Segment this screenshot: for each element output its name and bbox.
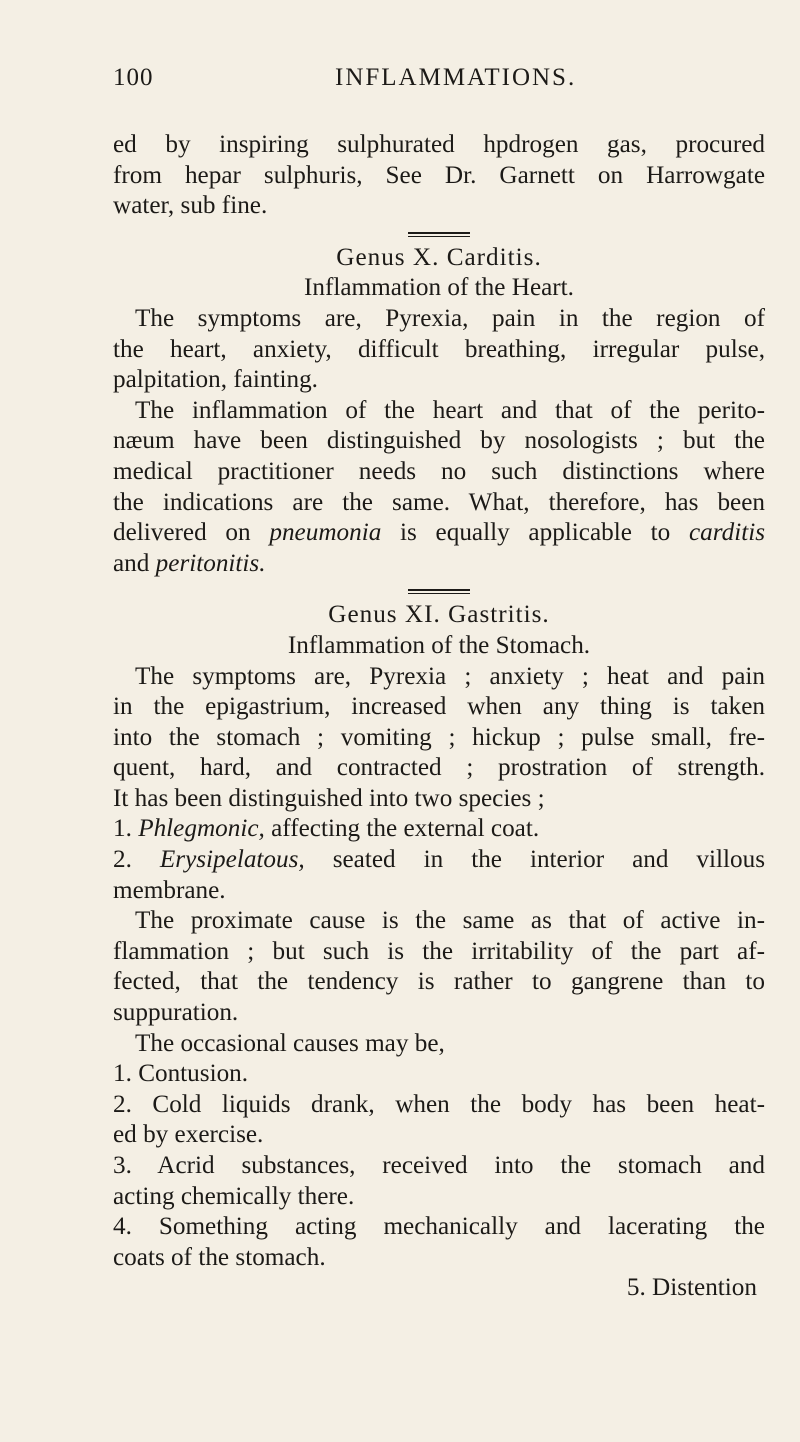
section-divider (408, 589, 470, 594)
genus-heading-carditis: Genus X. Carditis. (336, 243, 542, 271)
text-line: flammation ; but such is the irritability of the part af- (113, 937, 765, 965)
term-erysipelatous: Erysipelatous, (159, 846, 305, 874)
text-line: The symptoms are, Pyrexia, pain in the region of (135, 304, 765, 332)
text-run: and (113, 549, 156, 577)
text-line: It has been distinguished into two species ; (113, 784, 545, 812)
text-line: ed by exercise. (113, 1121, 264, 1149)
text-run: 1. (113, 815, 139, 843)
text-line: The inflammation of the heart and that of the perito- (135, 396, 765, 424)
text-line: the indications are the same. What, therefore, has been (113, 488, 765, 516)
text-line: coats of the stomach. (113, 1243, 326, 1271)
text-line: from hepar sulphuris, See Dr. Garnett on Harrowgate (113, 161, 765, 189)
genus-heading-gastritis: Genus XI. Gastritis. (328, 601, 550, 629)
text-line (113, 518, 765, 549)
text-run: affecting the external coat. (264, 815, 540, 843)
text-line: The proximate cause is the same as that of active in- (135, 907, 765, 935)
text-line: The occasional causes may be, (135, 1029, 445, 1057)
text-line: water, sub fine. (113, 192, 268, 220)
text-line: in the epigastrium, increased when any thing is taken (113, 693, 765, 721)
text-line: palpitation, fainting. (113, 366, 318, 394)
text-line: 3. Acrid substances, received into the stomach and (113, 1152, 765, 1179)
text-run: delivered on (113, 519, 270, 547)
text-line: næum have been distinguished by nosologists ; but the (113, 427, 765, 455)
text-line: fected, that the tendency is rather to gangrene than to (113, 968, 765, 996)
running-title: INFLAMMATIONS. (335, 64, 577, 91)
text-line: acting chemically there. (113, 1182, 355, 1210)
genus-subheading-carditis: Inflammation of the Heart. (304, 274, 574, 302)
text-line (113, 549, 765, 580)
text-line: ed by inspiring sulphurated hpdrogen gas, procured (113, 131, 765, 158)
term-pneumonia: pneumonia (269, 519, 382, 547)
page-body (113, 130, 765, 1304)
term-carditis: carditis (688, 519, 765, 547)
text-line: membrane. (113, 876, 226, 904)
catchword: 5. Distention (626, 1274, 757, 1302)
text-line: 4. Something acting mechanically and lacerating the (113, 1213, 765, 1241)
page-number: 100 (113, 64, 154, 91)
term-phlegmonic: Phlegmonic, (138, 815, 265, 843)
text-line: into the stomach ; vomiting ; hickup ; pulse small, fre- (113, 723, 765, 751)
text-run: is equally applicable to (381, 519, 689, 547)
text-line: 1. Contusion. (113, 1060, 249, 1088)
section-divider (408, 232, 470, 237)
text-line: medical practitioner needs no such distinctions where (113, 457, 765, 485)
text-line: quent, hard, and contracted ; prostration of strength. (113, 754, 765, 782)
text-line: the heart, anxiety, difficult breathing, irregular pulse, (113, 335, 765, 363)
text-line: The symptoms are, Pyrexia ; anxiety ; heat and pain (135, 662, 765, 690)
text-run: 2. (113, 846, 160, 874)
text-line: suppuration. (113, 999, 239, 1027)
text-line (113, 814, 765, 845)
term-peritonitis: peritonitis. (155, 549, 266, 577)
text-run: seated in the interior and villous (304, 846, 766, 874)
text-line (113, 845, 765, 876)
genus-subheading-gastritis: Inflammation of the Stomach. (287, 631, 591, 659)
text-line: 2. Cold liquids drank, when the body has been heat- (113, 1090, 765, 1118)
